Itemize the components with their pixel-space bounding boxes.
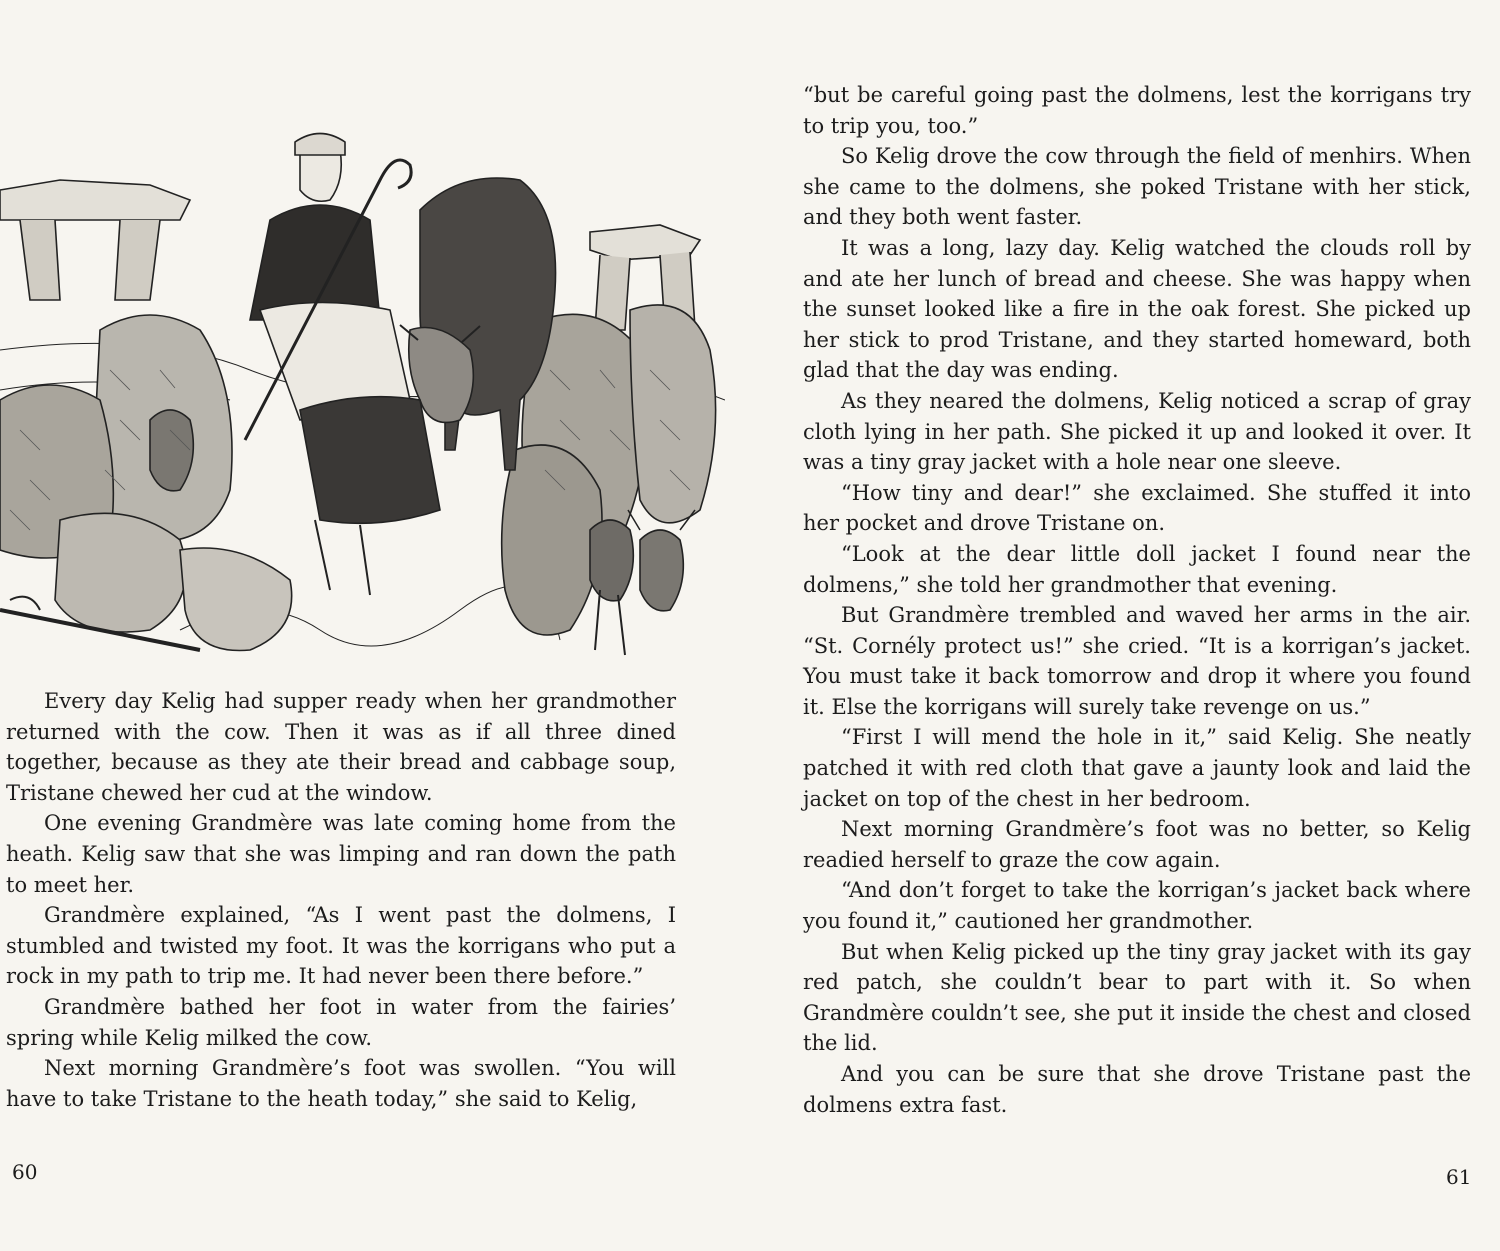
paragraph: “Look at the dear little doll jacket I found near the dolmens,” she told her grandmother that evening. (803, 541, 1471, 597)
page-number-right: 61 (1446, 1165, 1472, 1189)
paragraph: “How tiny and dear!” she exclaimed. She stuffed it into her pocket and drove Tristane on. (803, 480, 1471, 536)
paragraph: Next morning Grandmère’s foot was no better, so Kelig readied herself to graze the cow again. (803, 817, 1471, 872)
paragraph: Every day Kelig had supper ready when her grandmother returned with the cow. Then it was as if all three dined together, because as they ate their bread and cabbage soup, Tristane chewed her cud at the window. (6, 689, 676, 805)
left-page-text (6, 686, 676, 1114)
paragraph: “First I will mend the hole in it,” said Kelig. She neatly patched it with red cloth that gave a jaunty look and laid the jacket on top of the chest in her bedroom. (803, 725, 1471, 811)
right-page-text (803, 80, 1471, 1120)
paragraph: “And don’t forget to take the korrigan’s jacket back where you found it,” cautioned her grandmother. (803, 878, 1471, 934)
paragraph: As they neared the dolmens, Kelig noticed a scrap of gray cloth lying in her path. She picked it up and looked it over. It was a tiny gray jacket with a hole near one sleeve. (803, 388, 1471, 475)
paragraph: It was a long, lazy day. Kelig watched the clouds roll by and ate her lunch of bread and cheese. She was happy when the sunset looked like a fire in the oak forest. She picked up her stick to prod Tristane, and they started homeward, both glad that the day was ending. (803, 235, 1471, 383)
paragraph: So Kelig drove the cow through the field of menhirs. When she came to the dolmens, she poked Tristane with her stick, and they both went faster. (803, 144, 1471, 230)
page-number-left: 60 (12, 1160, 38, 1184)
paragraph: Grandmère bathed her foot in water from the fairies’ spring while Kelig milked the cow. (6, 994, 676, 1050)
illustration (0, 70, 725, 670)
paragraph: Next morning Grandmère’s foot was swollen. “You will have to take Tristane to the heath today,” she said to Kelig, (6, 1056, 676, 1111)
right-page (750, 0, 1500, 1251)
paragraph: “but be careful going past the dolmens, lest the korrigans try to trip you, too.” (803, 83, 1471, 138)
paragraph: But when Kelig picked up the tiny gray jacket with its gay red patch, she couldn’t bear to part with it. So when Grandmère couldn’t see, she put it inside the chest and closed the lid. (803, 939, 1471, 1056)
paragraph: Grandmère explained, “As I went past the dolmens, I stumbled and twisted my foot. It was the korrigans who put a rock in my path to trip me. It had never been there before.” (6, 903, 676, 989)
paragraph: But Grandmère trembled and waved her arms in the air. “St. Cornély protect us!” she cried. “It is a korrigan’s jacket. You must take it back tomorrow and drop it where you found it. Else the korrigans will surely take revenge on us.” (803, 603, 1471, 719)
paragraph: And you can be sure that she drove Tristane past the dolmens extra fast. (803, 1062, 1471, 1117)
paragraph: One evening Grandmère was late coming home from the heath. Kelig saw that she was limping and ran down the path to meet her. (6, 811, 676, 897)
